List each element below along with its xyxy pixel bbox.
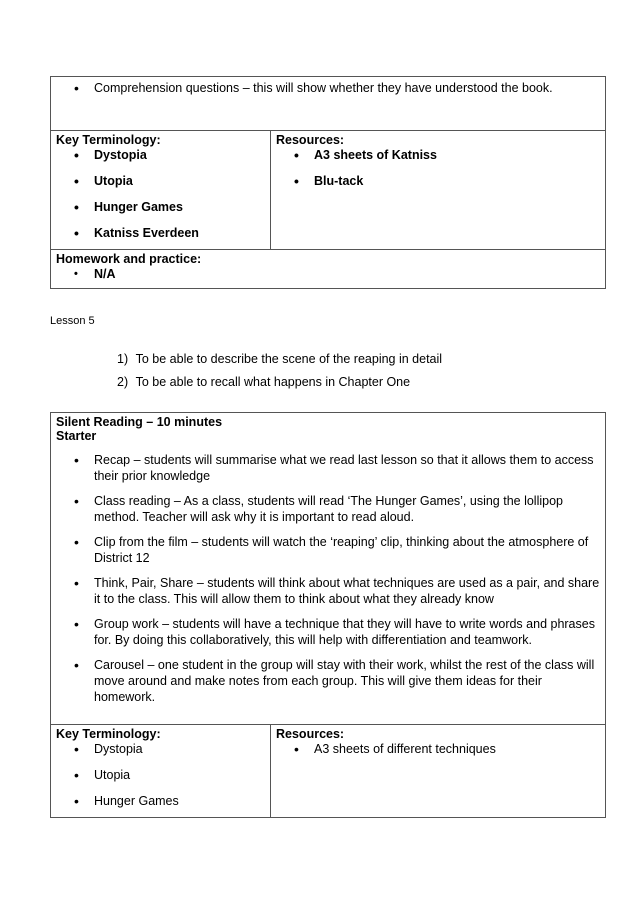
resources-cell — [271, 725, 606, 818]
list-item: • Carousel – one student in the group will stay with their work, whilst the rest of the class will move around and make notes from each group. This will give them ideas for their homework. — [94, 657, 600, 705]
list-item: • Group work – students will have a technique that they will have to write words and phrases for. By doing this collaboratively, this will help with differentiation and teamwork. — [94, 616, 600, 648]
list-item: • Clip from the film – students will watch the ‘reaping’ clip, thinking about the atmosphere of District 12 — [94, 534, 600, 566]
lesson5-plan-table — [50, 412, 606, 818]
list-item: • A3 sheets of different techniques — [314, 741, 600, 757]
table-row — [51, 77, 606, 131]
homework-heading: Homework and practice: — [56, 252, 202, 266]
list-item: • Utopia — [94, 173, 265, 189]
list-item: • Comprehension questions – this will show whether they have understood the book. — [94, 80, 600, 96]
key-terminology-heading: Key Terminology: — [56, 133, 161, 147]
objective-text: To be able to recall what happens in Chapter One — [135, 375, 411, 389]
activities-cell — [51, 77, 606, 131]
list-item: • Dystopia — [94, 147, 265, 163]
homework-cell — [51, 250, 606, 289]
list-item: • Think, Pair, Share – students will think about what techniques are used as a pair, and share it to the class. This will allow them to think about what they already know — [94, 575, 600, 607]
list-item: • Dystopia — [94, 741, 265, 757]
table-row — [51, 413, 606, 725]
key-terminology-heading: Key Terminology: — [56, 727, 161, 741]
table-row — [51, 131, 606, 250]
resources-cell — [271, 131, 606, 250]
objective-number: 1) — [117, 352, 129, 366]
activities-cell — [51, 413, 606, 725]
list-item: • N/A — [94, 266, 600, 282]
list-item: • A3 sheets of Katniss — [314, 147, 600, 163]
activities-list — [56, 452, 600, 705]
activities-list — [56, 80, 600, 96]
table-row — [51, 725, 606, 818]
list-item: • Class reading – As a class, students will read ‘The Hunger Games’, using the lollipop method. Teacher will ask why it is important to read aloud. — [94, 493, 600, 525]
objective-text: To be able to describe the scene of the reaping in detail — [135, 352, 443, 366]
list-item: • Hunger Games — [94, 199, 265, 215]
list-item: • Blu-tack — [314, 173, 600, 189]
section-heading: Starter — [56, 429, 97, 443]
table-row — [51, 250, 606, 289]
objective-1 — [117, 352, 442, 366]
section-heading: Silent Reading – 10 minutes — [56, 415, 223, 429]
key-terminology-list — [56, 741, 265, 809]
key-terminology-cell — [51, 725, 271, 818]
list-item: • Hunger Games — [94, 793, 265, 809]
lesson4-plan-table — [50, 76, 606, 289]
list-item: • Katniss Everdeen — [94, 225, 265, 241]
homework-list — [56, 266, 600, 282]
list-item: • Utopia — [94, 767, 265, 783]
resources-heading: Resources: — [276, 727, 345, 741]
resources-heading: Resources: — [276, 133, 345, 147]
lesson-title: Lesson 5 — [50, 315, 95, 327]
list-item: • Recap – students will summarise what we read last lesson so that it allows them to access their prior knowledge — [94, 452, 600, 484]
key-terminology-cell — [51, 131, 271, 250]
resources-list — [276, 741, 600, 757]
objective-2 — [117, 375, 410, 389]
resources-list — [276, 147, 600, 189]
objective-number: 2) — [117, 375, 129, 389]
key-terminology-list — [56, 147, 265, 241]
